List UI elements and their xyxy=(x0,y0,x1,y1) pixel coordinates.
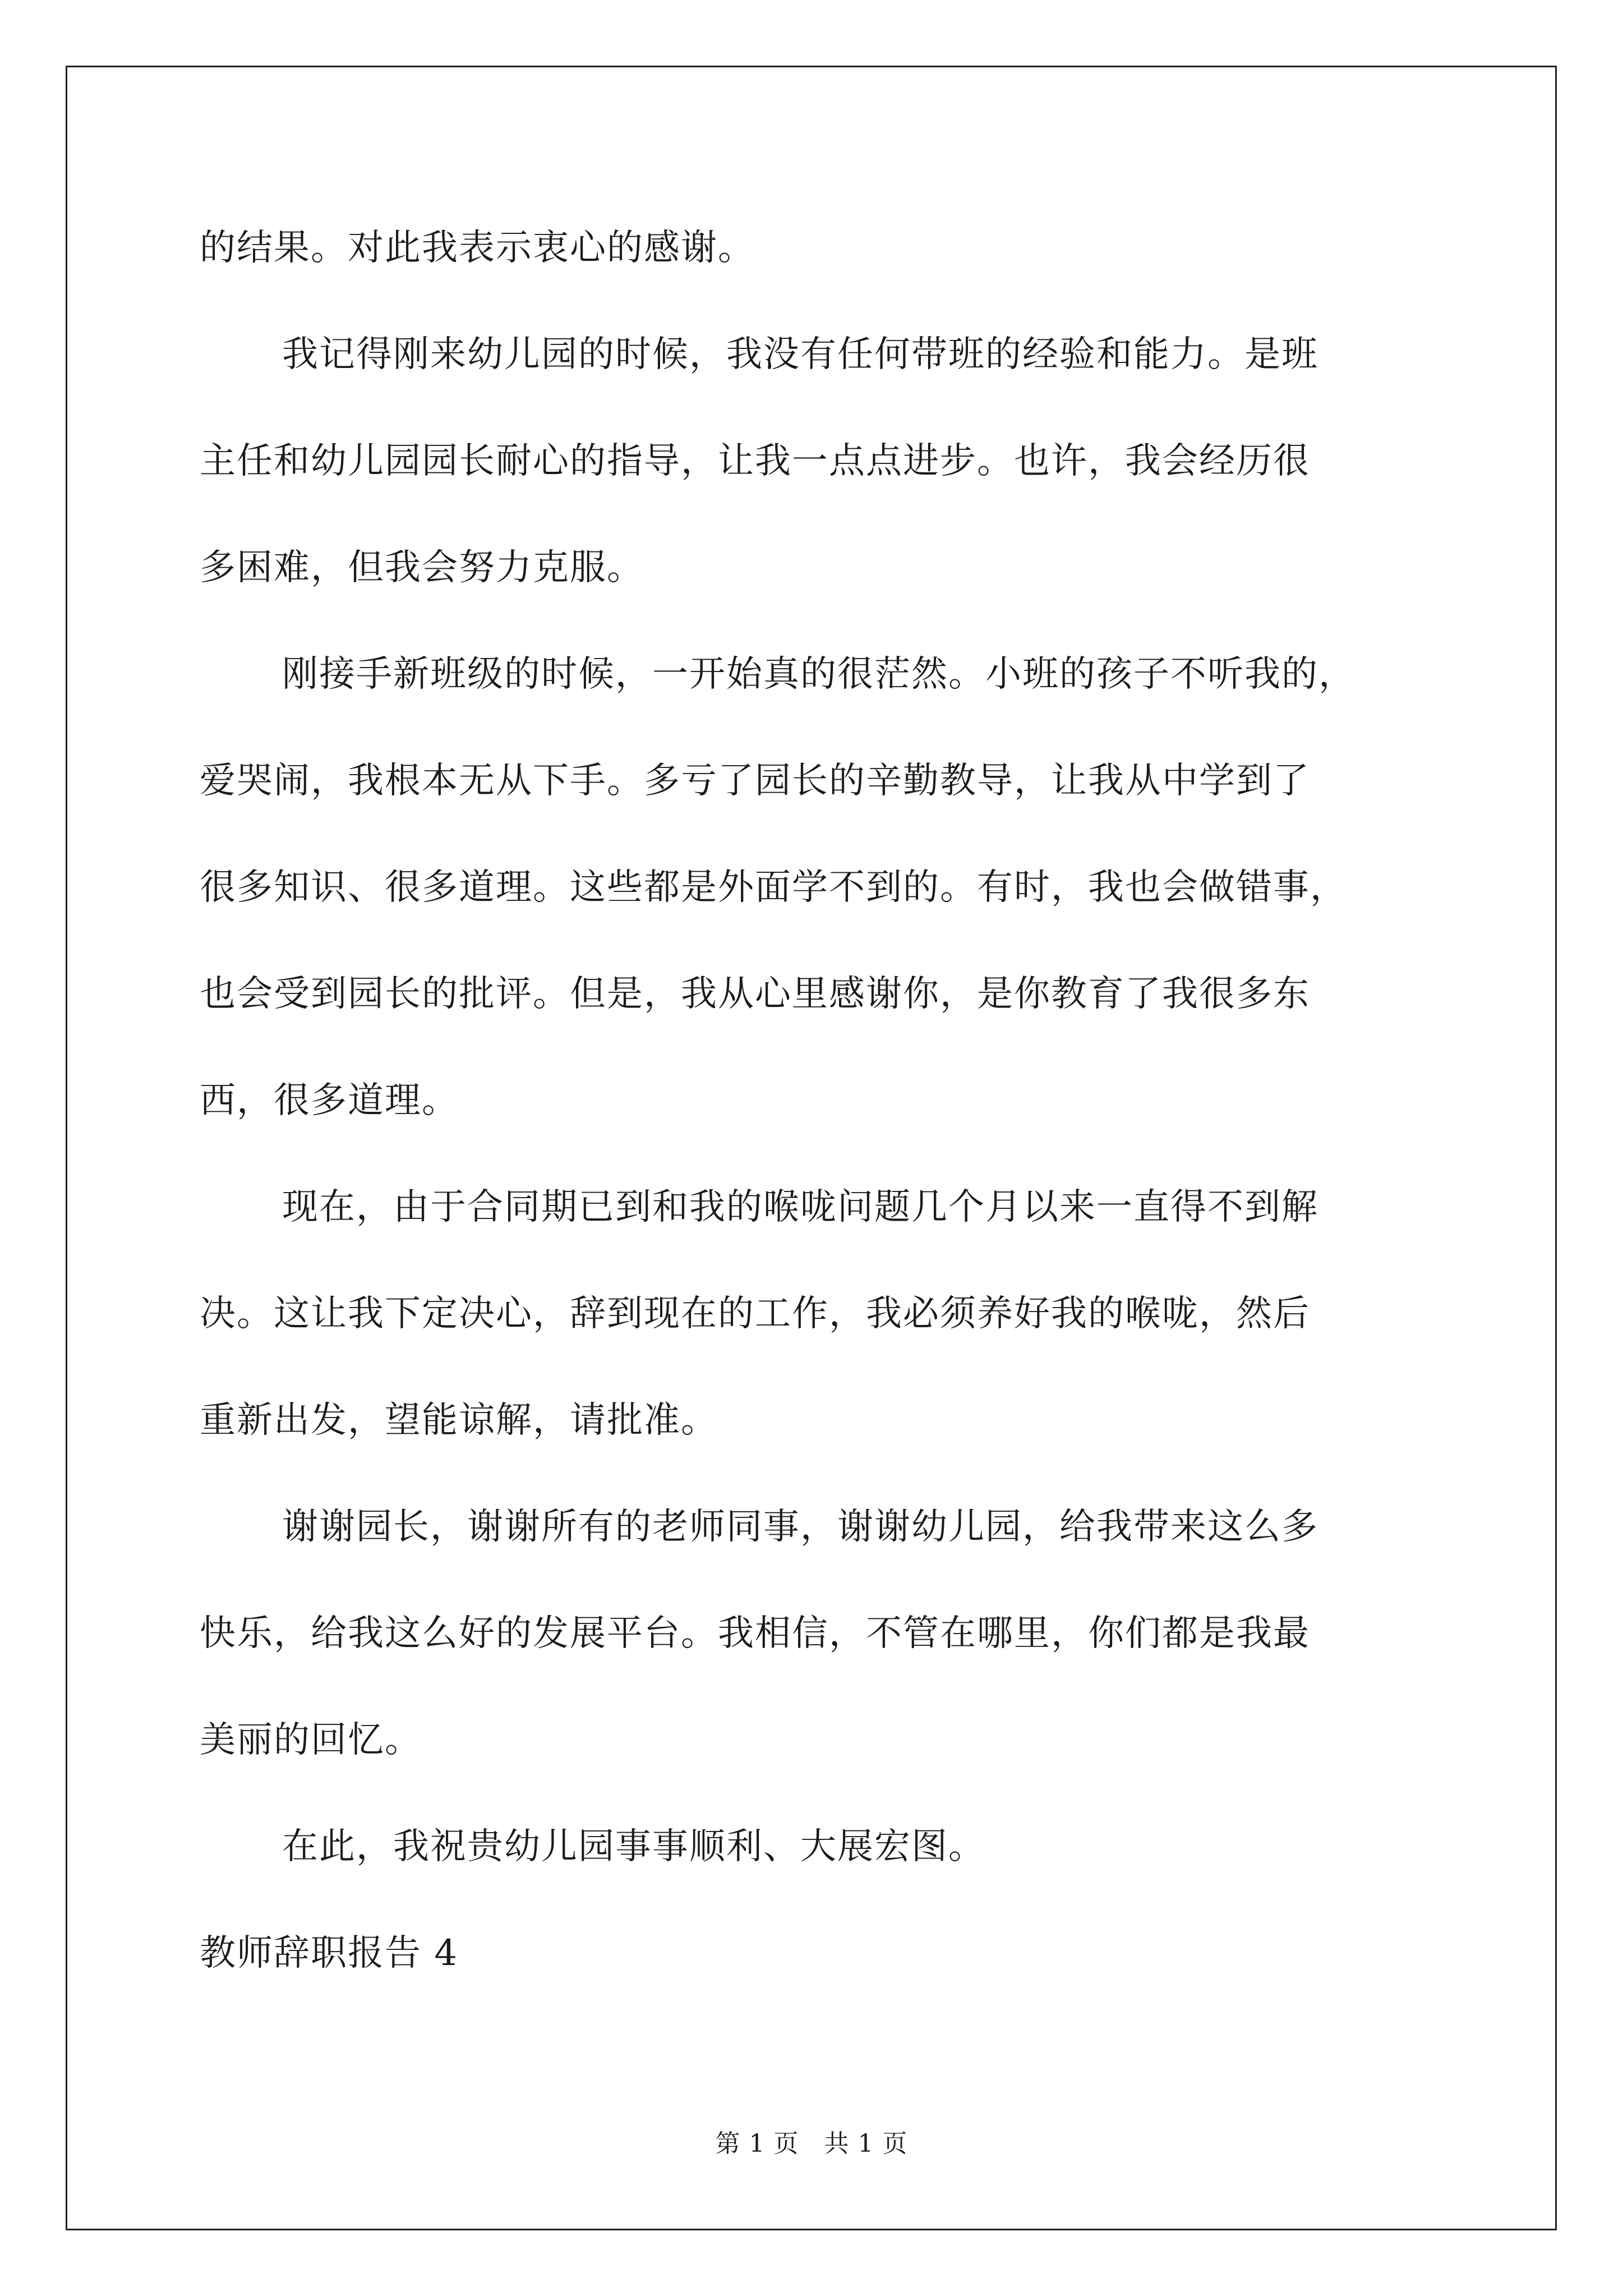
text-line: 在此，我祝贵幼儿园事事顺利、大展宏图。 xyxy=(282,1826,985,1867)
page-border xyxy=(66,66,1557,2230)
text-line: 美丽的回忆。 xyxy=(200,1719,422,1761)
text-line: 的结果。对此我表示衷心的感谢。 xyxy=(200,227,755,269)
page-number: 第 1 页 共 1 页 xyxy=(715,2129,908,2158)
text-line: 现在，由于合同期已到和我的喉咙问题几个月以来一直得不到解 xyxy=(282,1186,1318,1228)
text-line: 刚接手新班级的时候，一开始真的很茫然。小班的孩子不听我的， xyxy=(282,654,1355,695)
text-line: 西，很多道理。 xyxy=(200,1080,459,1121)
text-line: 谢谢园长，谢谢所有的老师同事，谢谢幼儿园，给我带来这么多 xyxy=(282,1506,1318,1548)
text-line: 爱哭闹，我根本无从下手。多亏了园长的辛勤教导，让我从中学到了 xyxy=(200,760,1310,802)
text-line: 重新出发，望能谅解，请批准。 xyxy=(200,1400,718,1441)
text-line: 主任和幼儿园园长耐心的指导，让我一点点进步。也许，我会经历很 xyxy=(200,440,1310,482)
text-line: 也会受到园长的批评。但是，我从心里感谢你，是你教育了我很多东 xyxy=(200,973,1310,1015)
text-line: 快乐，给我这么好的发展平台。我相信，不管在哪里，你们都是我最 xyxy=(200,1613,1310,1654)
text-line: 我记得刚来幼儿园的时候，我没有任何带班的经验和能力。是班 xyxy=(282,334,1318,375)
section-heading: 教师辞职报告 4 xyxy=(200,1932,459,1974)
text-line: 多困难，但我会努力克服。 xyxy=(200,547,644,588)
text-line: 决。这让我下定决心，辞到现在的工作，我必须养好我的喉咙，然后 xyxy=(200,1293,1310,1335)
text-line: 很多知识、很多道理。这些都是外面学不到的。有时，我也会做错事， xyxy=(200,867,1347,908)
